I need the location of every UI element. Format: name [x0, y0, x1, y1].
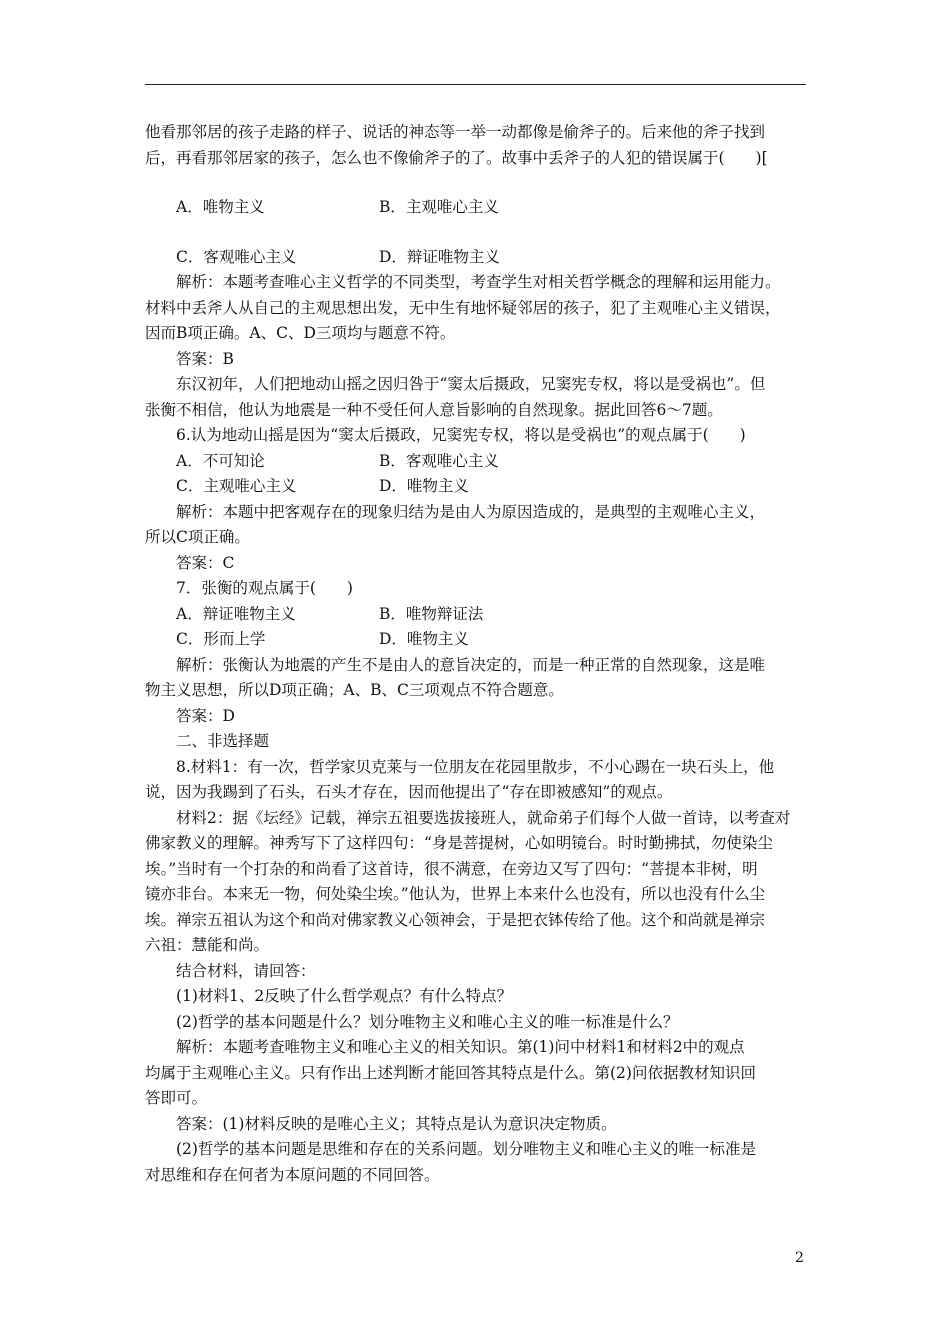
option-b: B．主观唯心主义 — [379, 198, 499, 216]
text-line: 物主义思想，所以D项正确；A、B、C三项观点不符合题意。 — [145, 681, 564, 699]
answer-line: 答案：C — [176, 553, 235, 572]
text-line: 说，因为我踢到了石头，石头才存在，因而他提出了“存在即被感知”的观点。 — [145, 783, 673, 801]
text-line: 解析：本题中把客观存在的现象归结为是由人为原因造成的，是典型的主观唯心主义， — [176, 502, 766, 521]
page-body — [145, 120, 807, 1188]
text-line: 他看那邻居的孩子走路的样子、说话的神态等一举一动都像是偷斧子的。后来他的斧子找到 — [145, 123, 766, 141]
option-a: A．辩证唯物主义 — [176, 604, 296, 623]
option-a: A．唯物主义 — [176, 198, 265, 216]
text-line: 东汉初年，人们把地动山摇之因归咎于“窦太后摄政，兄窦宪专权，将以是受祸也”。但 — [176, 375, 766, 393]
options-row — [145, 602, 807, 628]
text-line: 解析：本题考查唯物主义和唯心主义的相关知识。第(1)问中材料1和材料2中的观点 — [176, 1038, 745, 1056]
option-d: D．唯物主义 — [379, 477, 469, 495]
text-line: 埃。”当时有一个打杂的和尚看了这首诗，很不满意，在旁边又写了四句：“菩提本非树，明 — [145, 859, 758, 878]
text-line: 对思维和存在何者为本原问题的不同回答。 — [145, 1165, 440, 1184]
options-row — [145, 245, 807, 271]
options-row — [145, 474, 807, 500]
option-c: C．客观唯心主义 — [176, 247, 297, 266]
text-line: 所以C项正确。 — [145, 528, 250, 546]
text-line: 均属于主观唯心主义。只有作出上述判断才能回答其特点是什么。第(2)问依据教材知识回 — [145, 1063, 756, 1082]
option-c: C．主观唯心主义 — [176, 477, 297, 495]
text-line: 张衡不相信，他认为地震是一种不受任何人意旨影响的自然现象。据此回答6～7题。 — [145, 400, 723, 419]
text-line: 解析：本题考查唯心主义哲学的不同类型，考查学生对相关哲学概念的理解和运用能力。 — [176, 273, 781, 291]
text-line: 六祖：慧能和尚。 — [145, 936, 270, 954]
header-rule — [145, 84, 806, 85]
option-a: A．不可知论 — [176, 451, 265, 470]
text-line: 材料2：据《坛经》记载，禅宗五祖要选拔接班人，就命弟子们每个人做一首诗，以考查对 — [176, 808, 791, 827]
page-number: 2 — [795, 1250, 804, 1266]
option-d: D．辩证唯物主义 — [379, 247, 500, 266]
text-line: 结合材料，请回答： — [176, 961, 316, 980]
answer-line: 答案：(1)材料反映的是唯心主义；其特点是认为意识决定物质。 — [176, 1114, 617, 1133]
text-line: 埃。禅宗五祖认为这个和尚对佛家教义心领神会，于是把衣钵传给了他。这个和尚就是禅宗 — [145, 910, 766, 929]
section-heading: 二、非选择题 — [176, 732, 270, 750]
options-row — [145, 195, 807, 221]
text-line: (2)哲学的基本问题是什么？划分唯物主义和唯心主义的唯一标准是什么？ — [176, 1012, 679, 1031]
options-row — [145, 627, 807, 653]
text-line: (1)材料1、2反映了什么哲学观点？有什么特点？ — [176, 987, 513, 1005]
text-line: 解析：张衡认为地震的产生不是由人的意旨决定的，而是一种正常的自然现象，这是唯 — [176, 655, 766, 674]
options-row — [145, 449, 807, 475]
answer-line: 答案：B — [176, 349, 234, 368]
answer-line: 答案：D — [176, 706, 235, 725]
text-line: 后，再看那邻居家的孩子，怎么也不像偷斧子的了。故事中丢斧子的人犯的错误属于( )[ — [145, 148, 768, 167]
option-b: B．唯物辩证法 — [379, 604, 484, 623]
text-line: 因而B项正确。A、C、D三项均与题意不符。 — [145, 324, 456, 342]
text-line: (2)哲学的基本问题是思维和存在的关系问题。划分唯物主义和唯心主义的唯一标准是 — [176, 1140, 756, 1158]
option-c: C．形而上学 — [176, 630, 266, 648]
option-b: B．客观唯心主义 — [379, 451, 499, 470]
text-line: 答即可。 — [145, 1089, 208, 1107]
text-line: 佛家教义的理解。神秀写下了这样四句：“身是菩提树，心如明镜台。时时勤拂拭，勿使染尘 — [145, 834, 773, 852]
question-line: 6.认为地动山摇是因为“窦太后摄政，兄窦宪专权，将以是受祸也”的观点属于( ) — [176, 426, 746, 444]
text-line: 材料中丢斧人从自己的主观思想出发，无中生有地怀疑邻居的孩子，犯了主观唯心主义错误， — [145, 298, 781, 317]
text-line: 8.材料1：有一次，哲学家贝克莱与一位朋友在花园里散步，不小心踢在一块石头上，他 — [176, 757, 775, 776]
option-d: D．唯物主义 — [379, 630, 469, 648]
text-line: 镜亦非台。本来无一物，何处染尘埃。”他认为，世界上本来什么也没有，所以也没有什么尘 — [145, 885, 766, 903]
question-line: 7．张衡的观点属于( ) — [176, 579, 353, 597]
